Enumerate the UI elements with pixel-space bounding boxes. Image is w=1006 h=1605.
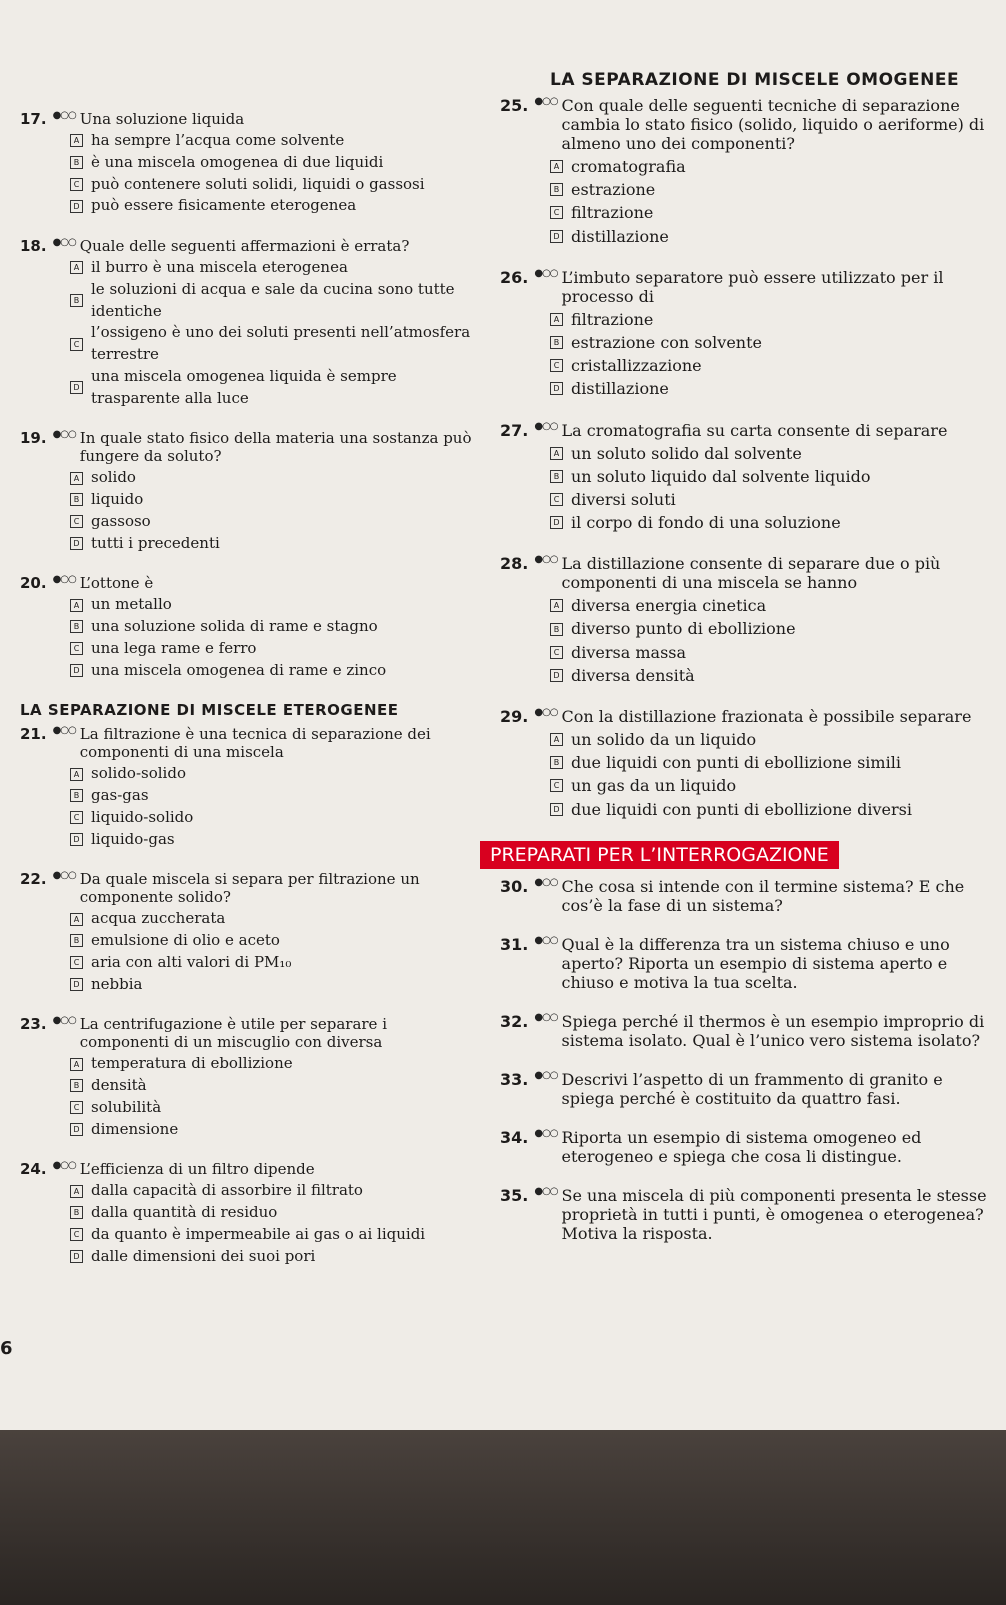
answer-options — [70, 908, 480, 995]
question-19 — [20, 429, 480, 554]
option-text: filtrazione — [571, 309, 654, 329]
option-text: due liquidi con punti di ebollizione simili — [571, 753, 901, 773]
answer-options — [70, 257, 480, 409]
question-number: 21. — [20, 725, 47, 744]
option-letter-box[interactable]: D — [550, 803, 563, 816]
question-text: Spiega perché il thermos è un esempio improprio di sistema isolato. Qual è l’unico vero sistema isolato? — [561, 1011, 985, 1050]
option-letter-box[interactable]: C — [550, 493, 563, 506]
difficulty-dots-icon: ●○○ — [534, 554, 558, 566]
option-text: una lega rame e ferro — [91, 638, 257, 657]
question-26 — [500, 268, 990, 401]
question-header — [500, 1128, 990, 1166]
option-letter-box[interactable]: D — [70, 1123, 83, 1136]
question-header — [20, 1160, 480, 1178]
difficulty-dots-icon: ●○○ — [534, 96, 558, 107]
answer-options — [70, 130, 480, 217]
question-33 — [500, 1070, 990, 1108]
option-letter-box[interactable]: A — [70, 134, 83, 147]
question-text: Da quale miscela si separa per filtrazione un componente solido? — [79, 870, 420, 907]
option-text: è una miscela omogenea di due liquidi — [91, 152, 384, 171]
question-number: 19. — [20, 429, 47, 448]
question-header — [20, 725, 480, 761]
option-letter-box[interactable]: D — [70, 381, 83, 394]
option-text: dalla quantità di residuo — [91, 1203, 278, 1221]
question-text: Descrivi l’aspetto di un frammento di granito e spiega perché è costituito da quattro fasi. — [561, 1069, 943, 1108]
option-text: distillazione — [571, 226, 669, 246]
answer-option[interactable] — [550, 178, 990, 201]
difficulty-dots-icon: ●○○ — [534, 420, 558, 432]
option-text: una soluzione solida di rame e stagno — [91, 617, 378, 635]
option-text: nebbia — [91, 974, 143, 993]
question-17 — [20, 110, 480, 217]
answer-option[interactable] — [70, 1075, 480, 1097]
question-number: 22. — [20, 870, 47, 889]
answer-option[interactable] — [550, 377, 990, 400]
question-header — [20, 574, 480, 592]
option-letter-box[interactable]: C — [70, 338, 83, 351]
option-letter-box[interactable]: C — [70, 515, 83, 528]
option-text: cromatografia — [571, 157, 686, 176]
answer-option[interactable] — [70, 366, 480, 410]
answer-option[interactable] — [70, 467, 480, 489]
answer-options — [550, 594, 990, 687]
option-text: una miscela omogenea di rame e zinco — [91, 660, 387, 679]
option-text: gas-gas — [91, 786, 149, 804]
question-header — [500, 707, 990, 726]
question-header — [500, 268, 990, 306]
option-text: diversa massa — [571, 642, 687, 662]
answer-options — [70, 1053, 480, 1140]
question-header — [20, 870, 480, 906]
option-letter-box[interactable]: D — [70, 664, 83, 677]
question-text: L’efficienza di un filtro dipende — [79, 1160, 315, 1179]
answer-option[interactable] — [550, 728, 990, 751]
question-header — [20, 1015, 480, 1051]
page-number: 6 — [0, 1338, 13, 1359]
option-text: due liquidi con punti di ebollizione diversi — [571, 799, 912, 819]
option-text: estrazione con solvente — [571, 332, 762, 352]
option-text: diverso punto di ebollizione — [571, 619, 796, 639]
question-number: 27. — [500, 420, 529, 440]
option-letter-box[interactable]: C — [550, 779, 563, 792]
question-header — [20, 429, 480, 465]
answer-option[interactable] — [550, 488, 990, 511]
question-number: 20. — [20, 574, 47, 593]
option-letter-box[interactable]: C — [70, 956, 83, 969]
question-header — [500, 554, 990, 592]
option-letter-box[interactable]: D — [550, 382, 563, 395]
answer-option[interactable] — [70, 1119, 480, 1141]
option-text: diversa energia cinetica — [571, 596, 767, 616]
answer-option[interactable] — [70, 1224, 480, 1246]
difficulty-dots-icon: ●○○ — [52, 574, 76, 586]
option-letter-box[interactable]: A — [550, 599, 563, 612]
question-header — [500, 877, 990, 915]
option-letter-box[interactable]: B — [70, 294, 83, 307]
option-letter-box[interactable]: C — [550, 359, 563, 372]
answer-option[interactable] — [550, 774, 990, 797]
option-text: l’ossigeno è uno dei soluti presenti nell’atmosfera terrestre — [91, 323, 471, 363]
option-text: gassoso — [91, 511, 151, 530]
option-text: dimensione — [91, 1119, 179, 1138]
answer-option[interactable] — [70, 195, 480, 217]
answer-option[interactable] — [550, 594, 990, 617]
option-text: tutti i precedenti — [91, 533, 220, 552]
question-header — [500, 935, 990, 992]
question-header — [20, 110, 480, 128]
question-text: L’imbuto separatore può essere utilizzato per il processo di — [561, 267, 944, 306]
option-text: ha sempre l’acqua come solvente — [91, 131, 345, 149]
answer-options — [70, 1180, 480, 1267]
option-text: un gas da un liquido — [571, 776, 737, 796]
option-text: liquido — [91, 490, 144, 508]
answer-options — [550, 308, 990, 401]
option-text: emulsione di olio e aceto — [91, 931, 280, 949]
answer-option[interactable] — [70, 594, 480, 616]
option-letter-box[interactable]: B — [550, 183, 563, 196]
difficulty-dots-icon: ●○○ — [534, 267, 558, 279]
option-letter-box[interactable]: A — [70, 261, 83, 274]
answer-option[interactable] — [550, 331, 990, 354]
question-number: 29. — [500, 707, 529, 726]
question-text: Se una miscela di più componenti presenta le stesse proprietà in tutti i punti, è omogenea o eterogenea? Motiva la risposta. — [561, 1185, 987, 1243]
question-21 — [20, 725, 480, 850]
difficulty-dots-icon: ●○○ — [52, 1160, 76, 1172]
option-letter-box[interactable]: C — [70, 1101, 83, 1114]
option-text: liquido-gas — [91, 829, 175, 848]
question-24 — [20, 1160, 480, 1267]
answer-option[interactable] — [70, 763, 480, 785]
question-31 — [500, 935, 990, 992]
option-letter-box[interactable]: B — [70, 934, 83, 947]
question-header — [500, 1070, 990, 1108]
option-letter-box[interactable]: D — [550, 230, 563, 243]
option-text: un solido da un liquido — [571, 730, 757, 749]
answer-option[interactable] — [70, 1180, 480, 1202]
option-letter-box[interactable]: B — [550, 470, 563, 483]
answer-option[interactable] — [70, 489, 480, 511]
question-text: Qual è la differenza tra un sistema chiuso e uno aperto? Riporta un esempio di sistema aperto e chiuso e motiva la tua scelta. — [561, 934, 950, 992]
option-text: estrazione — [571, 180, 656, 200]
answer-option[interactable] — [70, 660, 480, 682]
option-letter-box[interactable]: A — [70, 1058, 83, 1071]
option-letter-box[interactable]: D — [70, 1250, 83, 1263]
answer-option[interactable] — [70, 908, 480, 930]
question-number: 18. — [20, 237, 47, 255]
option-text: diversa densità — [571, 665, 695, 685]
question-30 — [500, 877, 990, 915]
question-23 — [20, 1015, 480, 1140]
question-text: Con quale delle seguenti tecniche di separazione cambia lo stato fisico (solido, liquido o aeriforme) di almeno uno dei componenti? — [561, 96, 985, 153]
difficulty-dots-icon: ●○○ — [52, 237, 76, 248]
answer-option[interactable] — [550, 354, 990, 377]
question-text: La filtrazione è una tecnica di separazione dei componenti di una miscela — [79, 725, 431, 762]
option-letter-box[interactable]: C — [550, 646, 563, 659]
question-27 — [500, 421, 990, 535]
question-number: 31. — [500, 934, 529, 954]
answer-option[interactable] — [70, 930, 480, 952]
option-text: il corpo di fondo di una soluzione — [571, 513, 841, 533]
question-number: 26. — [500, 267, 529, 287]
question-35 — [500, 1186, 990, 1243]
section-title-heterogeneous: LA SEPARAZIONE DI MISCELE ETEROGENEE — [20, 701, 399, 720]
option-letter-box[interactable]: C — [70, 1228, 83, 1241]
option-letter-box[interactable]: A — [70, 599, 83, 612]
option-text: da quanto è impermeabile ai gas o ai liquidi — [91, 1224, 426, 1243]
option-letter-box[interactable]: B — [550, 336, 563, 349]
option-letter-box[interactable]: D — [70, 833, 83, 846]
option-text: distillazione — [571, 379, 669, 399]
option-text: cristallizzazione — [571, 356, 702, 376]
option-text: può essere fisicamente eterogenea — [91, 196, 357, 215]
option-text: una miscela omogenea liquida è sempre trasparente alla luce — [91, 366, 397, 407]
option-letter-box[interactable]: C — [70, 178, 83, 191]
answer-option[interactable] — [550, 201, 990, 224]
answer-option[interactable] — [550, 465, 990, 488]
question-number: 30. — [500, 876, 529, 896]
answer-option[interactable] — [550, 225, 990, 248]
answer-option[interactable] — [70, 638, 480, 660]
option-text: può contenere soluti solidi, liquidi o gassosi — [91, 174, 425, 193]
answer-options — [550, 728, 990, 821]
option-text: un metallo — [91, 595, 172, 614]
option-letter-box[interactable]: D — [70, 978, 83, 991]
answer-options — [550, 442, 990, 535]
question-32 — [500, 1012, 990, 1050]
answer-option[interactable] — [550, 511, 990, 534]
table-surface — [0, 1430, 1006, 1605]
option-text: dalla capacità di assorbire il filtrato — [91, 1181, 363, 1200]
question-number: 17. — [20, 110, 47, 128]
question-number: 24. — [20, 1160, 47, 1179]
difficulty-dots-icon: ●○○ — [534, 1127, 558, 1139]
answer-options — [70, 467, 480, 554]
answer-option[interactable] — [70, 257, 480, 279]
option-letter-box[interactable]: A — [70, 472, 83, 485]
answer-option[interactable] — [550, 751, 990, 774]
option-letter-box[interactable]: B — [70, 789, 83, 802]
question-text: Quale delle seguenti affermazioni è errata? — [79, 237, 410, 255]
difficulty-dots-icon: ●○○ — [534, 1069, 558, 1081]
option-text: dalle dimensioni dei suoi pori — [91, 1246, 316, 1265]
question-number: 32. — [500, 1011, 529, 1031]
answer-option[interactable] — [70, 952, 480, 974]
option-letter-box[interactable]: A — [550, 447, 563, 460]
answer-option[interactable] — [550, 155, 990, 178]
question-number: 23. — [20, 1015, 47, 1034]
option-letter-box[interactable]: B — [550, 756, 563, 769]
option-text: solubilità — [91, 1097, 162, 1116]
difficulty-dots-icon: ●○○ — [52, 1015, 76, 1027]
question-header — [500, 1186, 990, 1243]
question-25 — [500, 96, 990, 248]
answer-option[interactable] — [550, 617, 990, 640]
answer-option[interactable] — [70, 807, 480, 829]
option-letter-box[interactable]: A — [70, 913, 83, 926]
difficulty-dots-icon: ●○○ — [52, 870, 76, 882]
difficulty-dots-icon: ●○○ — [52, 725, 76, 737]
question-number: 33. — [500, 1069, 529, 1089]
answer-option[interactable] — [550, 308, 990, 331]
option-letter-box[interactable]: B — [70, 156, 83, 169]
section-title-homogeneous: LA SEPARAZIONE DI MISCELE OMOGENEE — [550, 70, 960, 90]
answer-option[interactable] — [70, 130, 480, 152]
option-letter-box[interactable]: A — [550, 313, 563, 326]
answer-options — [70, 594, 480, 681]
question-20 — [20, 574, 480, 681]
answer-option[interactable] — [70, 829, 480, 851]
question-text: Riporta un esempio di sistema omogeneo ed eterogeneo e spiega che cosa li distingue. — [561, 1127, 922, 1166]
option-letter-box[interactable]: D — [550, 669, 563, 682]
answer-option[interactable] — [70, 1246, 480, 1268]
option-text: un soluto solido dal solvente — [571, 443, 802, 463]
question-header — [500, 96, 990, 153]
option-text: solido-solido — [91, 764, 186, 783]
option-letter-box[interactable]: C — [70, 811, 83, 824]
question-text: Una soluzione liquida — [79, 110, 245, 128]
difficulty-dots-icon: ●○○ — [534, 1185, 558, 1197]
left-column — [20, 110, 480, 1287]
option-letter-box[interactable]: B — [70, 620, 83, 633]
answer-options — [550, 155, 990, 248]
question-text: La distillazione consente di separare due o più componenti di una miscela se hanno — [561, 554, 941, 593]
answer-option[interactable] — [70, 974, 480, 996]
option-letter-box[interactable]: D — [70, 537, 83, 550]
question-28 — [500, 554, 990, 687]
difficulty-dots-icon: ●○○ — [534, 934, 558, 946]
option-text: filtrazione — [571, 203, 654, 223]
option-letter-box[interactable]: B — [70, 1079, 83, 1092]
answer-option[interactable] — [70, 511, 480, 533]
question-text: Che cosa si intende con il termine sistema? E che cos’è la fase di un sistema? — [561, 876, 965, 915]
answer-option[interactable] — [70, 1053, 480, 1075]
question-text: La centrifugazione è utile per separare i componenti di un miscuglio con diversa — [79, 1015, 388, 1052]
option-text: solido — [91, 468, 136, 487]
answer-option[interactable] — [70, 1097, 480, 1119]
option-text: un soluto liquido dal solvente liquido — [571, 466, 871, 486]
option-letter-box[interactable]: C — [70, 642, 83, 655]
question-34 — [500, 1128, 990, 1166]
question-number: 35. — [500, 1185, 529, 1205]
option-text: temperatura di ebollizione — [91, 1054, 293, 1073]
option-letter-box[interactable]: A — [70, 1185, 83, 1198]
question-18 — [20, 237, 480, 409]
option-letter-box[interactable]: D — [70, 200, 83, 213]
option-letter-box[interactable]: A — [550, 160, 563, 173]
answer-options — [70, 763, 480, 850]
question-number: 28. — [500, 554, 529, 574]
answer-option[interactable] — [70, 533, 480, 555]
question-number: 25. — [500, 96, 529, 115]
answer-option[interactable] — [70, 174, 480, 196]
option-text: aria con alti valori di PM₁₀ — [91, 952, 292, 971]
question-number: 34. — [500, 1127, 529, 1147]
answer-option[interactable] — [550, 664, 990, 687]
difficulty-dots-icon: ●○○ — [534, 876, 558, 888]
option-letter-box[interactable]: B — [550, 623, 563, 636]
option-text: le soluzioni di acqua e sale da cucina sono tutte identiche — [91, 279, 455, 320]
option-letter-box[interactable]: C — [550, 206, 563, 219]
question-text: La cromatografia su carta consente di separare — [561, 420, 948, 440]
option-letter-box[interactable]: D — [550, 516, 563, 529]
option-letter-box[interactable]: A — [70, 768, 83, 781]
right-column — [490, 70, 990, 1263]
option-text: il burro è una miscela eterogenea — [91, 258, 348, 276]
question-22 — [20, 870, 480, 995]
answer-option[interactable] — [70, 322, 480, 366]
option-text: acqua zuccherata — [91, 909, 226, 928]
question-text: Con la distillazione frazionata è possibile separare — [561, 707, 972, 726]
answer-option[interactable] — [70, 1202, 480, 1224]
question-29 — [500, 707, 990, 821]
answer-option[interactable] — [70, 785, 480, 807]
option-text: diversi soluti — [571, 489, 676, 509]
difficulty-dots-icon: ●○○ — [52, 110, 76, 121]
question-header — [500, 1012, 990, 1050]
answer-option[interactable] — [70, 279, 480, 323]
difficulty-dots-icon: ●○○ — [534, 707, 558, 718]
answer-option[interactable] — [550, 798, 990, 821]
question-text: L’ottone è — [79, 574, 154, 593]
difficulty-dots-icon: ●○○ — [52, 429, 76, 441]
answer-option[interactable] — [550, 641, 990, 664]
interrogation-banner: PREPARATI PER L’INTERROGAZIONE — [480, 841, 839, 869]
option-text: densità — [91, 1076, 147, 1094]
answer-option[interactable] — [70, 616, 480, 638]
answer-option[interactable] — [550, 442, 990, 465]
option-letter-box[interactable]: B — [70, 1206, 83, 1219]
question-header — [20, 237, 480, 255]
option-text: liquido-solido — [91, 807, 194, 826]
question-header — [500, 421, 990, 440]
option-letter-box[interactable]: B — [70, 493, 83, 506]
difficulty-dots-icon: ●○○ — [534, 1011, 558, 1023]
answer-option[interactable] — [70, 152, 480, 174]
question-text: In quale stato fisico della materia una sostanza può fungere da soluto? — [79, 429, 472, 466]
option-letter-box[interactable]: A — [550, 733, 563, 746]
